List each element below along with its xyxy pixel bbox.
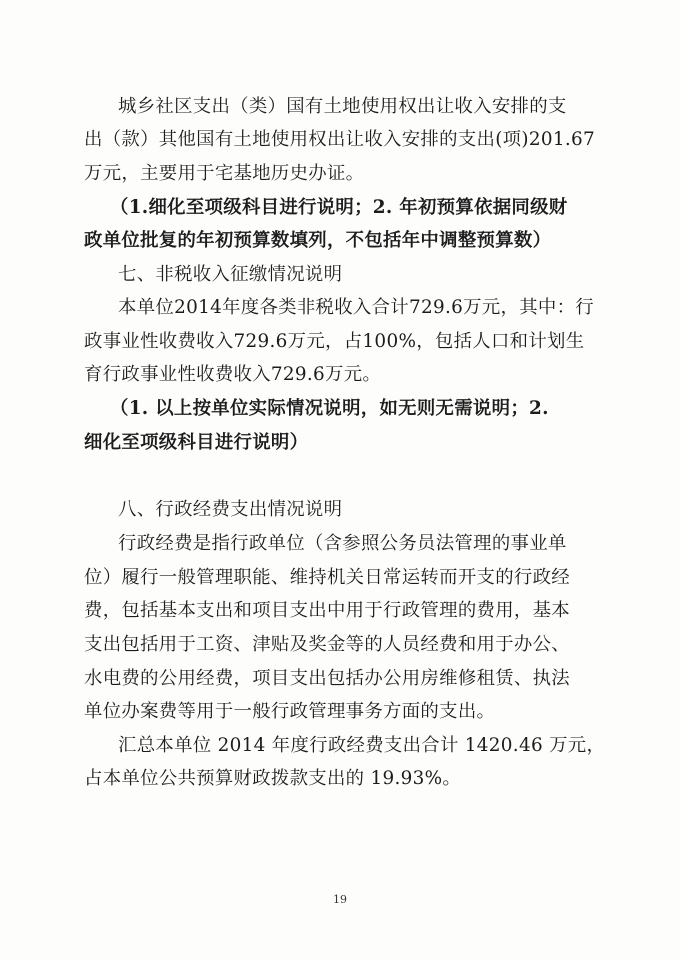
paragraph-line: 单位办案费等用于一般行政管理事务方面的支出。 — [84, 701, 496, 722]
note-line: 细化至项级科目进行说明） — [84, 432, 309, 453]
section-heading: 八、行政经费支出情况说明 — [118, 499, 343, 520]
paragraph-line: 出（款）其他国有土地使用权出让收入安排的支出(项)201.67 — [84, 129, 595, 150]
paragraph-line: 城乡社区支出（类）国有土地使用权出让收入安排的支 — [118, 96, 567, 117]
note-line: （1.细化至项级科目进行说明；2. 年初预算依据同级财 — [110, 197, 568, 218]
paragraph-line: 本单位2014年度各类非税收入合计729.6万元，其中：行 — [118, 297, 594, 318]
section-heading: 七、非税收入征缴情况说明 — [118, 264, 343, 285]
page-number: 19 — [333, 893, 347, 906]
note-line: 政单位批复的年初预算数填列，不包括年中调整预算数） — [84, 230, 552, 251]
paragraph-line: 支出包括用于工资、津贴及奖金等的人员经费和用于办公、 — [84, 634, 570, 655]
paragraph-line: 育行政事业性收费收入729.6万元。 — [84, 364, 382, 385]
note-line: （1. 以上按单位实际情况说明，如无则无需说明；2. — [110, 398, 549, 419]
paragraph-line: 占本单位公共预算财政拨款支出的 19.93%。 — [84, 768, 462, 789]
paragraph-line: 政事业性收费收入729.6万元，占100%，包括人口和计划生 — [84, 331, 585, 352]
paragraph-line: 位）履行一般管理职能、维持机关日常运转而开支的行政经 — [84, 567, 570, 588]
paragraph-line: 万元，主要用于宅基地历史办证。 — [84, 163, 365, 184]
paragraph-line: 汇总本单位 2014 年度行政经费支出合计 1420.46 万元， — [118, 735, 606, 756]
paragraph-line: 费，包括基本支出和项目支出中用于行政管理的费用，基本 — [84, 600, 570, 621]
paragraph-line: 行政经费是指行政单位（含参照公务员法管理的事业单 — [118, 533, 567, 554]
paragraph-line: 水电费的公用经费，项目支出包括办公用房维修租赁、执法 — [84, 668, 570, 689]
